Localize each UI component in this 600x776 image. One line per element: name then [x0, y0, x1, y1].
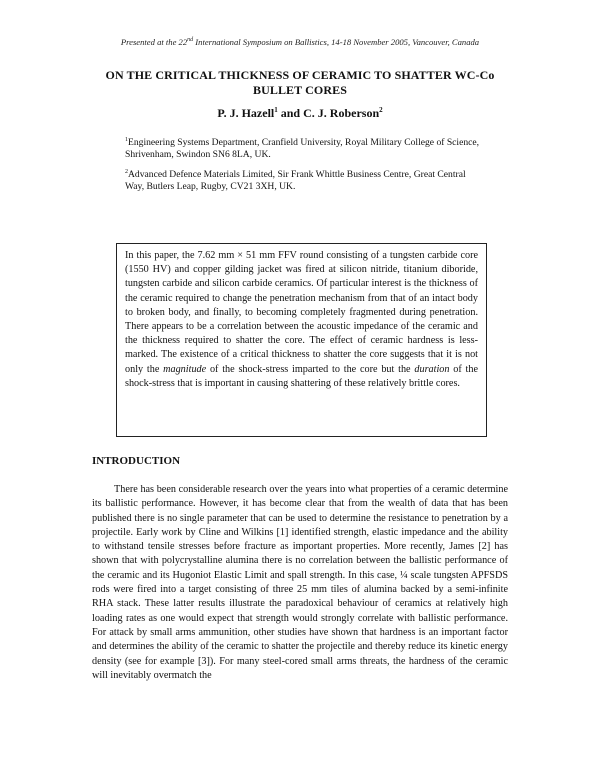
affiliation-2-text: Advanced Defence Materials Limited, Sir Frank Whittle Business Centre, Great Central Way, Butlers Leap, Rugby, CV21 3XH, UK. [125, 168, 466, 192]
affiliation-1-number: 1 [125, 137, 128, 143]
author-line [0, 106, 600, 121]
title-line-2: BULLET CORES [252, 83, 347, 97]
introduction-paragraph: There has been considerable research over the years into what properties of a ceramic determine its ballistic performance. However, it has become clear that from the wealth of data that has been published there is no single parameter that can be used to determine the resistance to penetration by a projectile. Early work by Cline and Wilkins [1] identified strength, elastic impedance and the ability to withstand tensile stresses before fracture as important properties. More recently, James [2] has shown that with polycrystalline alumina there is no correlation between the ballistic performance of the ceramic and its Hugoniot Elastic Limit and spall strength. In this case, ¼ scale tungsten APFSDS rods were fired into a target consisting of three 25 mm tiles of alumina backed by a semi-infinite RHA stack. These latter results illustrate the paradoxical behaviour of ceramics at relatively high loading rates as one would expect that strength would strongly correlate with ballistic performance. For attack by small arms ammunition, other studies have shown that hardness is an important factor and determines the ability of the ceramic to shatter the projectile and thereby reduce its kinetic energy density (see for example [3]). For many steel-cored small arms threats, the hardness of the ceramic will inevitably overmatch the [92, 484, 508, 681]
paper-title [80, 68, 520, 98]
affiliation-2 [125, 166, 480, 194]
affiliation-1-text: Engineering Systems Department, Cranfield University, Royal Military College of Science, Shrivenham, Swindon SN6 8LA, UK. [125, 137, 480, 161]
introduction-heading: INTRODUCTION [92, 455, 181, 467]
title-line-1: ON THE CRITICAL THICKNESS OF CERAMIC TO SHATTER WC-Co [105, 68, 495, 82]
abstract-box [116, 243, 487, 437]
affiliation-2-number: 2 [125, 168, 128, 175]
author-2-name: C. J. Roberson [303, 106, 380, 120]
author-connector: and [277, 106, 304, 120]
header-text-before: Presented at the 22 [120, 37, 188, 47]
abstract-emphasis-magnitude: magnitude [163, 363, 207, 375]
author-1-affil-mark: 1 [274, 106, 278, 114]
header-text-after: International Symposium on Ballistics, 14-18 November 2005, Vancouver, Canada [193, 37, 480, 47]
conference-header [0, 37, 600, 47]
abstract-emphasis-duration: duration [414, 363, 450, 375]
header-superscript: nd [187, 37, 194, 44]
affiliations [125, 134, 480, 197]
affiliation-1 [125, 134, 480, 162]
author-1-name: P. J. Hazell [217, 106, 275, 120]
abstract-text-1: In this paper, the 7.62 mm × 51 mm FFV round consisting of a tungsten carbide core (1550 HV) and copper gilding jacket was fired at silicon nitride, titanium diboride, tungsten carbide and silicon carbide ceramics. Of particular interest is the thickness of the ceramic required to change the penetration mechanism from that of an intact body to broken body, and finally, to becoming completely fragmented during penetration. There appears to be a correlation between the acoustic impedance of the ceramic and the thickness required to shatter the core. The effect of ceramic hardness is less-marked. The existence of a critical thickness to shatter the core suggests that it is not only the [125, 250, 478, 375]
abstract-text-3: of the shock-stress that is important in causing shattering of these relatively brittle cores. [125, 363, 478, 389]
abstract-text-2: of the shock-stress imparted to the core but the [206, 363, 415, 375]
author-2-affil-mark: 2 [379, 106, 383, 114]
